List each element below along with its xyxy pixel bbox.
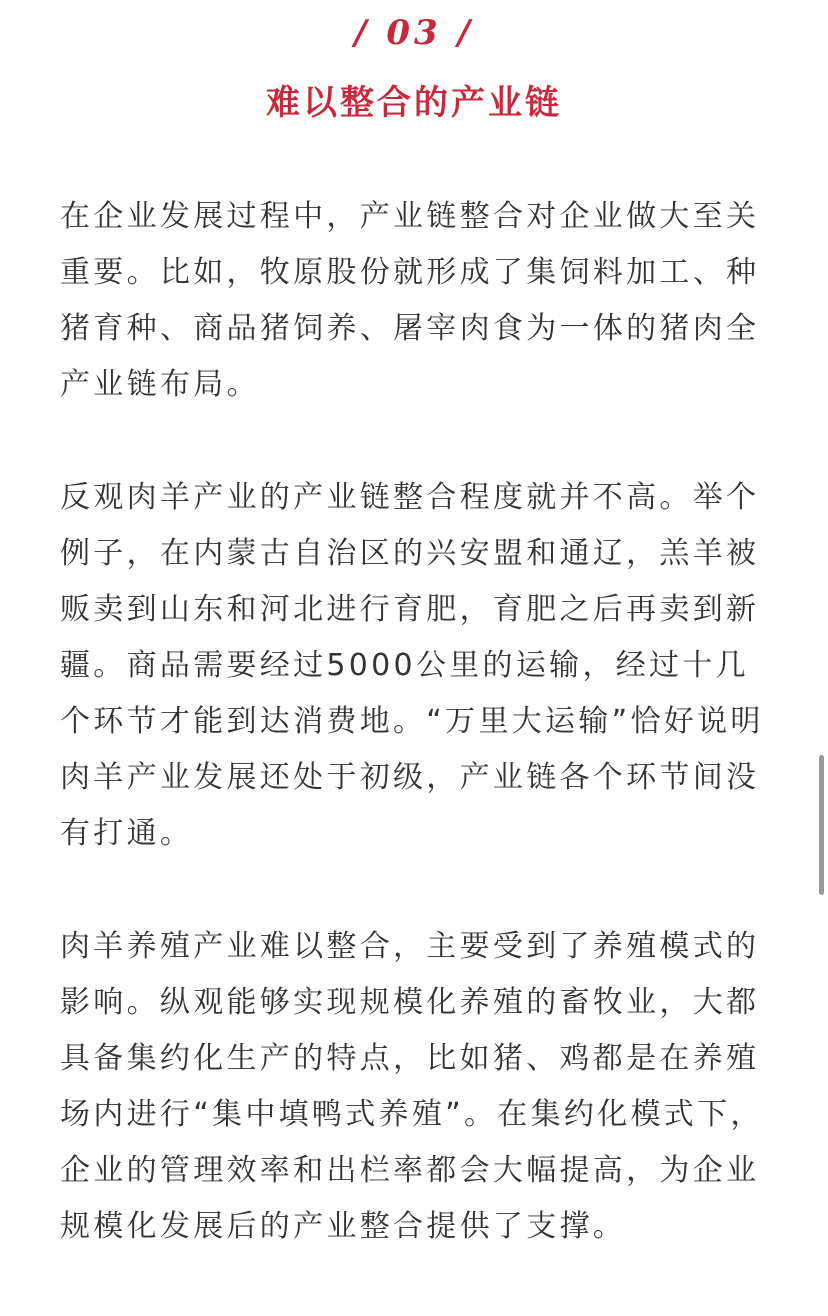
article-body — [60, 189, 770, 1312]
paragraph-1: 在企业发展过程中，产业链整合对企业做大至关重要。比如，牧原股份就形成了集饲料加工、种猪育种、商品猪饲养、屠宰肉食为一体的猪肉全产业链布局。 — [60, 199, 760, 402]
section-number: / 03 / — [354, 13, 474, 53]
section-title: 难以整合的产业链 — [266, 83, 562, 123]
paragraph-3: 肉羊养殖产业难以整合，主要受到了养殖模式的影响。纵观能够实现规模化养殖的畜牧业，大都具备集约化生产的特点，比如猪、鸡都是在养殖场内进行“集中填鸭式养殖”。在集约化模式下，企业的管理效率和出栏率都会大幅提高，为企业规模化发展后的产业整合提供了支撑。 — [60, 929, 764, 1244]
scrollbar[interactable] — [819, 755, 824, 895]
paragraph-2: 反观肉羊产业的产业链整合程度就并不高。举个例子，在内蒙古自治区的兴安盟和通辽，羔羊被贩卖到山东和河北进行育肥，育肥之后再卖到新疆。商品需要经过5000公里的运输，经过十几个环节才能到达消费地。“万里大运输”恰好说明肉羊产业发展还处于初级，产业链各个环节间没有打通。 — [60, 480, 764, 851]
